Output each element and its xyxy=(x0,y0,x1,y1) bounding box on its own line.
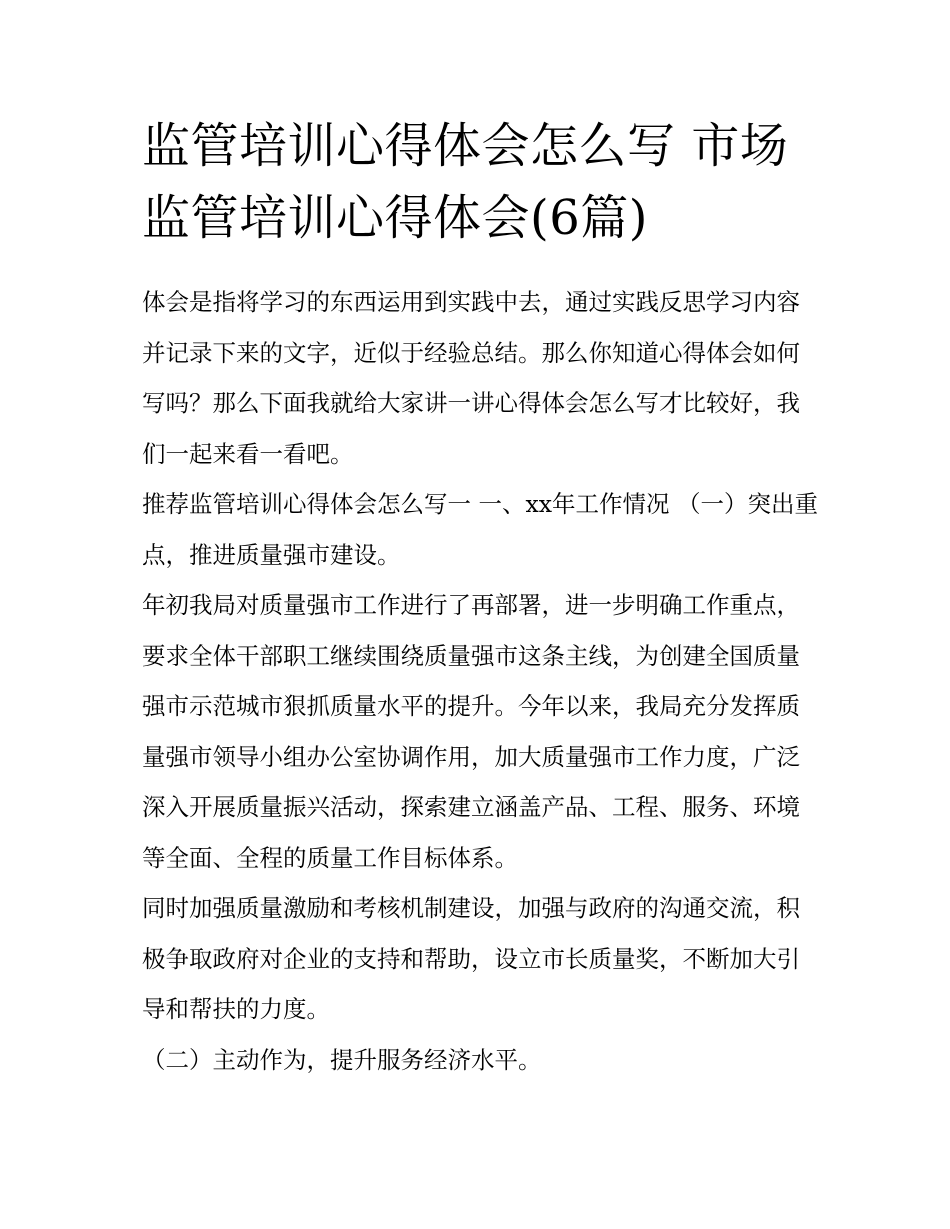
document-body xyxy=(142,277,822,1085)
paragraph-intro: 体会是指将学习的东西运用到实践中去，通过实践反思学习内容并记录下来的文字，近似于经验总结。那么你知道心得体会如何写吗？那么下面我就给大家讲一讲心得体会怎么写才比较好，我们一起来看一看吧。 xyxy=(142,288,800,468)
paragraph-section-two: （二）主动作为，提升服务经济水平。 xyxy=(142,1045,542,1074)
document-title: 监管培训心得体会怎么写 市场监管培训心得体会(6篇) xyxy=(142,118,789,246)
paragraph-incentive: 同时加强质量激励和考核机制建设，加强与政府的沟通交流，积极争取政府对企业的支持和帮助，设立市长质量奖，不断加大引导和帮扶的力度。 xyxy=(142,894,800,1023)
paragraph-quality-city: 年初我局对质量强市工作进行了再部署，进一步明确工作重点，要求全体干部职工继续围绕质量强市这条主线，为创建全国质量强市示范城市狠抓质量水平的提升。今年以来，我局充分发挥质量强市领导小组办公室协调作用，加大质量强市工作力度，广泛深入开展质量振兴活动，探索建立涵盖产品、工程、服务、环境等全面、全程的质量工作目标体系。 xyxy=(142,591,800,872)
paragraph-recommend: 推荐监管培训心得体会怎么写一 一、xx年工作情况 （一）突出重点，推进质量强市建设。 xyxy=(142,490,818,569)
